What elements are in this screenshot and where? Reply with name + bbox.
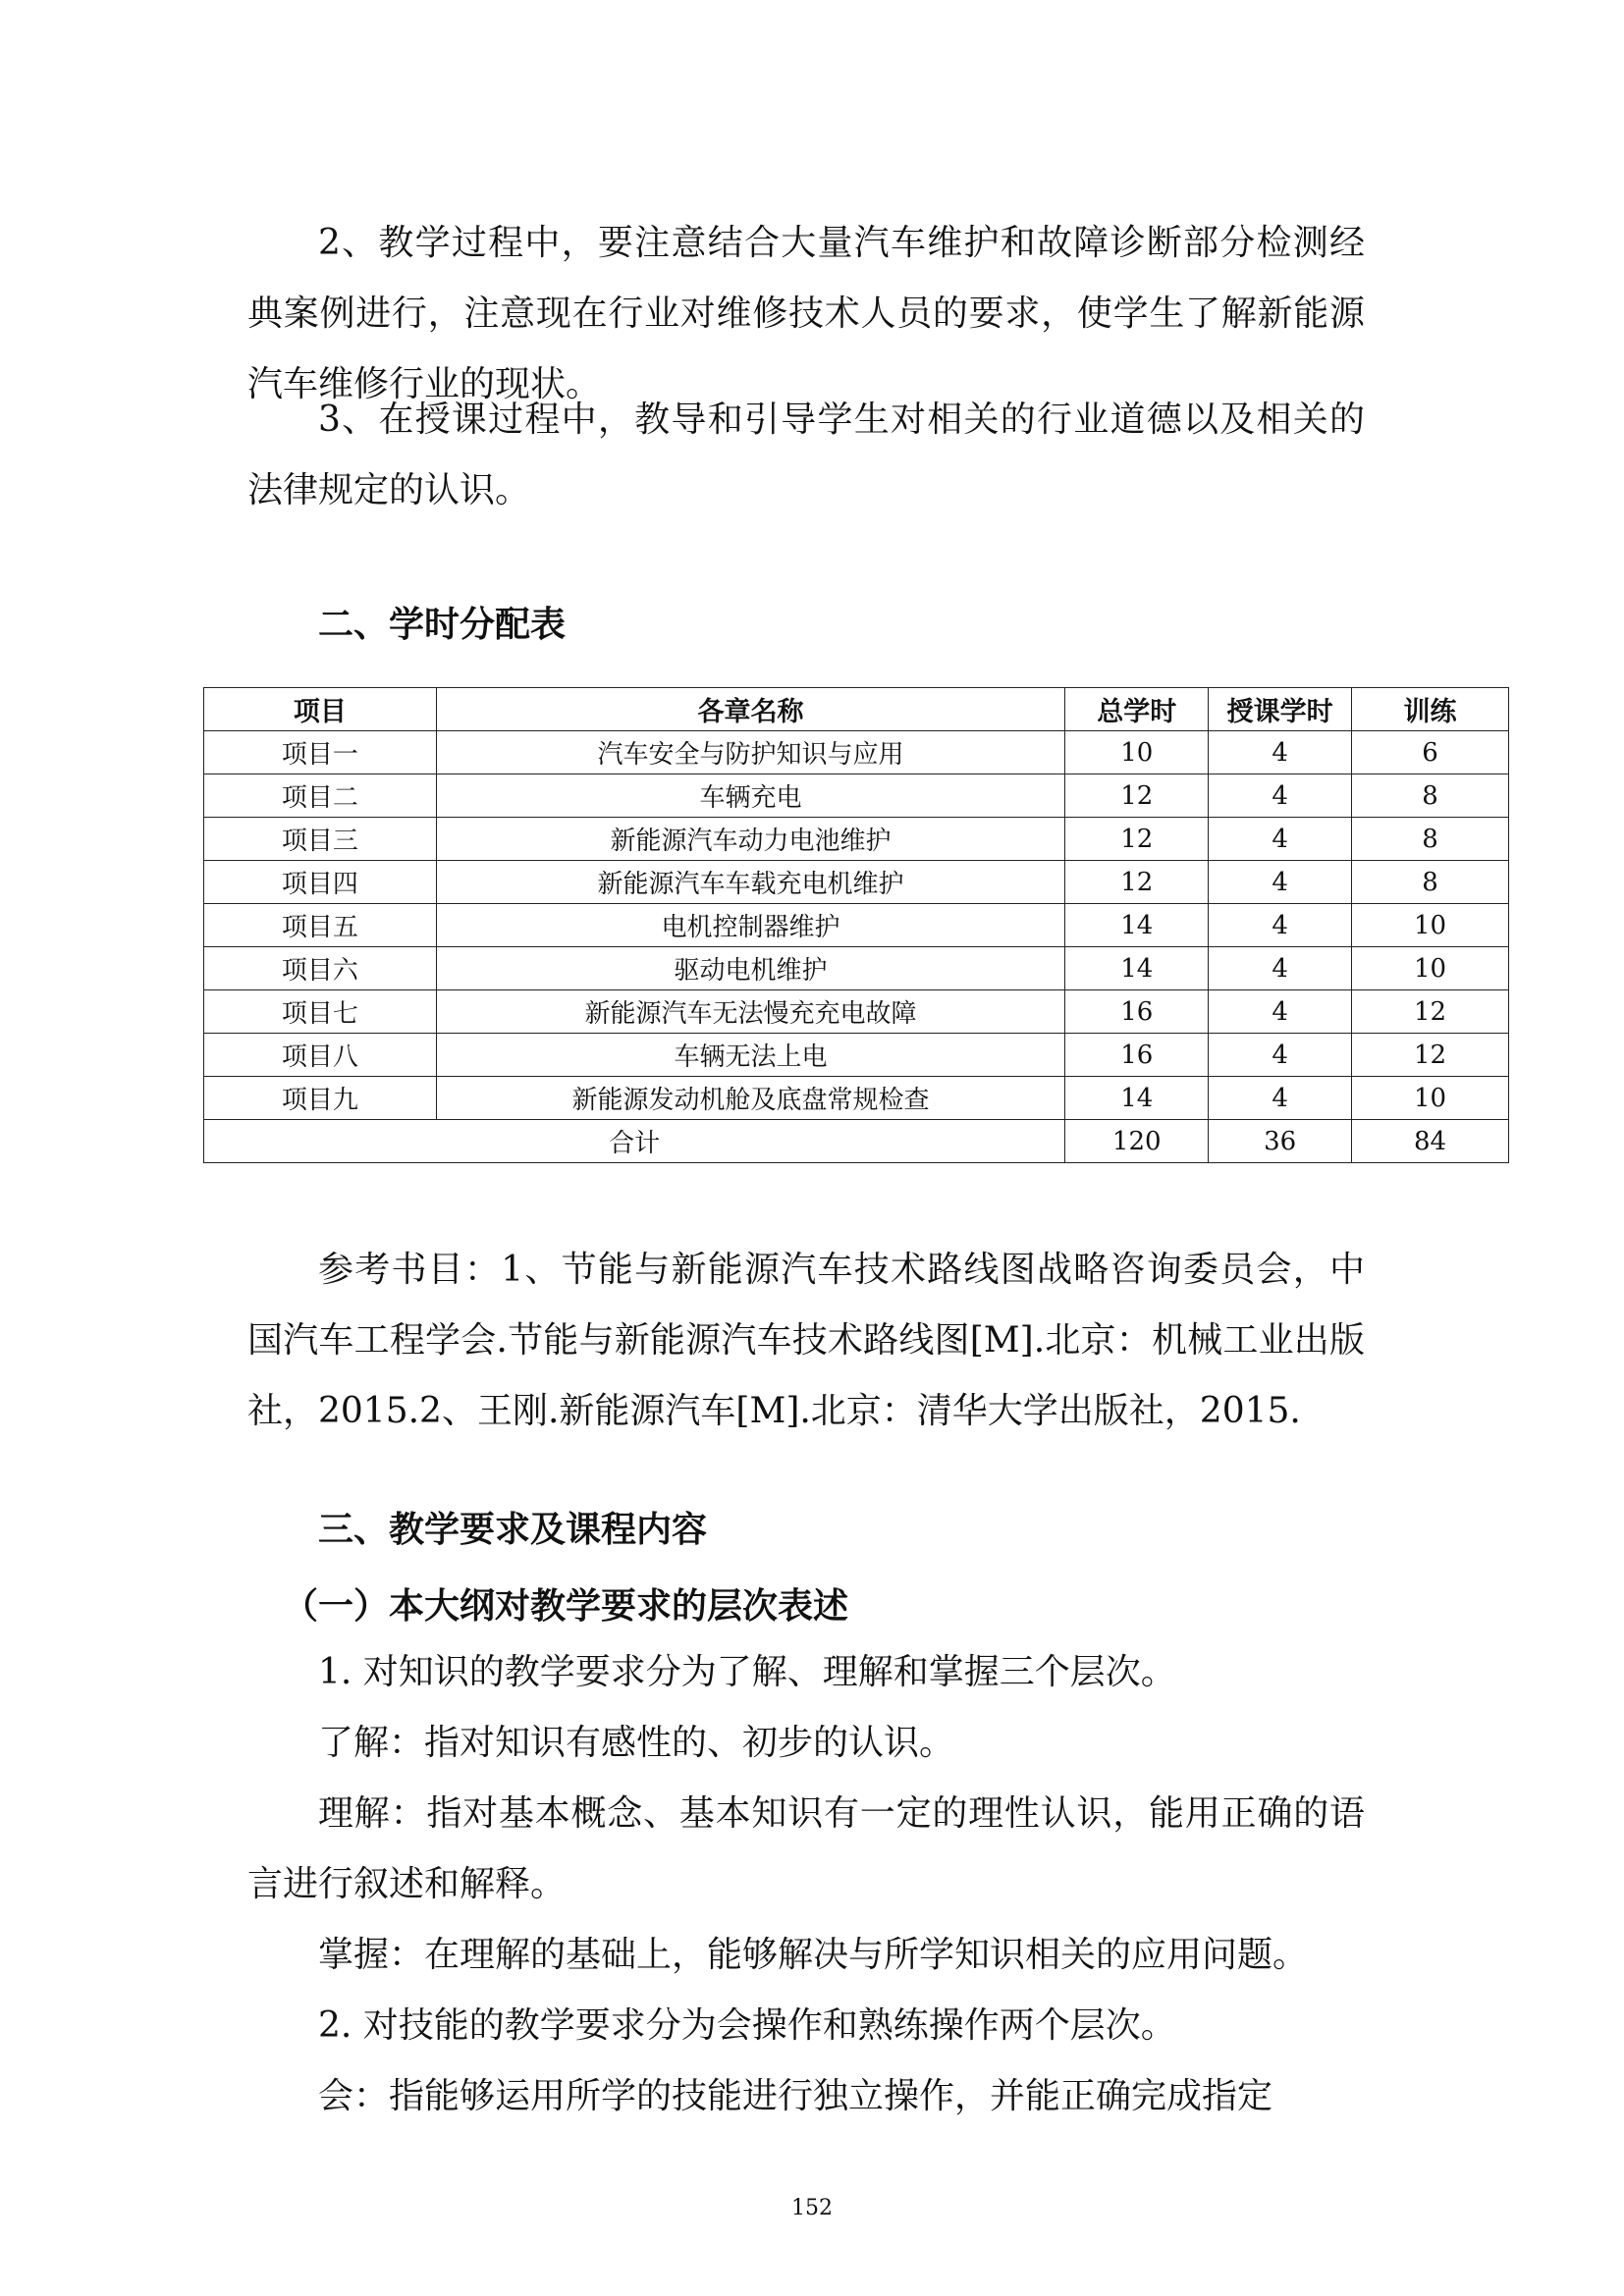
cell-project: 项目八: [204, 1034, 437, 1077]
cell-total-label: 合计: [204, 1120, 1065, 1163]
table-total-row: [204, 1120, 1509, 1163]
table-row: [204, 1077, 1509, 1120]
cell-total: 14: [1065, 1077, 1209, 1120]
table-row: [204, 774, 1509, 818]
cell-total-lecture: 36: [1209, 1120, 1352, 1163]
section-title-teaching-requirements: 三、教学要求及课程内容: [318, 1509, 708, 1550]
cell-chapter: 车辆无法上电: [436, 1034, 1064, 1077]
cell-training: 8: [1352, 774, 1509, 818]
table-row: [204, 861, 1509, 904]
cell-training: 10: [1352, 904, 1509, 947]
cell-lecture: 4: [1209, 731, 1352, 774]
table-header-row: [204, 688, 1509, 731]
paragraph-references: 参考书目：1、节能与新能源汽车技术路线图战略咨询委员会，中国汽车工程学会.节能与新能源汽车技术路线图[M].北京：机械工业出版社，2015.2、王刚.新能源汽车[M].北京：清华大学出版社，2015.: [247, 1250, 1365, 1431]
paragraph-comprehend: 理解：指对基本概念、基本知识有一定的理性认识，能用正确的语言进行叙述和解释。: [247, 1793, 1365, 1904]
subsection-title-levels: （一）本大纲对教学要求的层次表述: [283, 1585, 849, 1627]
cell-training: 10: [1352, 947, 1509, 990]
hours-allocation-table: [203, 687, 1509, 1163]
paragraph-knowledge-levels: 1. 对知识的教学要求分为了解、理解和掌握三个层次。: [318, 1652, 1176, 1692]
table-row: [204, 731, 1509, 774]
cell-project: 项目一: [204, 731, 437, 774]
cell-chapter: 汽车安全与防护知识与应用: [436, 731, 1064, 774]
table-row: [204, 904, 1509, 947]
cell-chapter: 电机控制器维护: [436, 904, 1064, 947]
cell-lecture: 4: [1209, 1077, 1352, 1120]
table-row: [204, 947, 1509, 990]
cell-chapter: 新能源汽车无法慢充充电故障: [436, 990, 1064, 1034]
cell-chapter: 新能源汽车车载充电机维护: [436, 861, 1064, 904]
cell-training: 6: [1352, 731, 1509, 774]
paragraph-master: 掌握：在理解的基础上，能够解决与所学知识相关的应用问题。: [318, 1935, 1309, 1975]
cell-total-hours: 120: [1065, 1120, 1209, 1163]
cell-project: 项目九: [204, 1077, 437, 1120]
cell-training: 10: [1352, 1077, 1509, 1120]
cell-lecture: 4: [1209, 774, 1352, 818]
header-training: 训练: [1352, 688, 1509, 731]
cell-project: 项目六: [204, 947, 437, 990]
cell-training: 8: [1352, 861, 1509, 904]
cell-lecture: 4: [1209, 990, 1352, 1034]
cell-training: 12: [1352, 990, 1509, 1034]
cell-project: 项目三: [204, 818, 437, 861]
cell-training: 8: [1352, 818, 1509, 861]
paragraph-can-operate: 会：指能够运用所学的技能进行独立操作，并能正确完成指定: [318, 2076, 1273, 2116]
cell-total: 12: [1065, 774, 1209, 818]
cell-chapter: 新能源汽车动力电池维护: [436, 818, 1064, 861]
section-title-hours: 二、学时分配表: [318, 604, 567, 645]
cell-chapter: 车辆充电: [436, 774, 1064, 818]
cell-total: 14: [1065, 947, 1209, 990]
page-number: 152: [791, 2196, 833, 2220]
header-project: 项目: [204, 688, 437, 731]
cell-lecture: 4: [1209, 861, 1352, 904]
cell-lecture: 4: [1209, 904, 1352, 947]
cell-project: 项目七: [204, 990, 437, 1034]
cell-training: 12: [1352, 1034, 1509, 1077]
cell-total: 12: [1065, 861, 1209, 904]
cell-total-training: 84: [1352, 1120, 1509, 1163]
cell-total: 14: [1065, 904, 1209, 947]
cell-total: 10: [1065, 731, 1209, 774]
paragraph-ethics: 3、在授课过程中，教导和引导学生对相关的行业道德以及相关的法律规定的认识。: [247, 400, 1365, 510]
cell-project: 项目二: [204, 774, 437, 818]
cell-total: 16: [1065, 990, 1209, 1034]
cell-project: 项目五: [204, 904, 437, 947]
cell-lecture: 4: [1209, 1034, 1352, 1077]
paragraph-teaching-process: 2、教学过程中，要注意结合大量汽车维护和故障诊断部分检测经典案例进行，注意现在行业对维修技术人员的要求，使学生了解新能源汽车维修行业的现状。: [247, 223, 1365, 404]
header-chapter-name: 各章名称: [436, 688, 1064, 731]
header-lecture-hours: 授课学时: [1209, 688, 1352, 731]
cell-project: 项目四: [204, 861, 437, 904]
paragraph-skill-levels: 2. 对技能的教学要求分为会操作和熟练操作两个层次。: [318, 2005, 1176, 2046]
cell-total: 16: [1065, 1034, 1209, 1077]
table-row: [204, 818, 1509, 861]
header-total-hours: 总学时: [1065, 688, 1209, 731]
cell-chapter: 驱动电机维护: [436, 947, 1064, 990]
cell-lecture: 4: [1209, 818, 1352, 861]
cell-chapter: 新能源发动机舱及底盘常规检查: [436, 1077, 1064, 1120]
cell-total: 12: [1065, 818, 1209, 861]
table-row: [204, 990, 1509, 1034]
cell-lecture: 4: [1209, 947, 1352, 990]
table-row: [204, 1034, 1509, 1077]
paragraph-understand-basic: 了解：指对知识有感性的、初步的认识。: [318, 1723, 955, 1763]
